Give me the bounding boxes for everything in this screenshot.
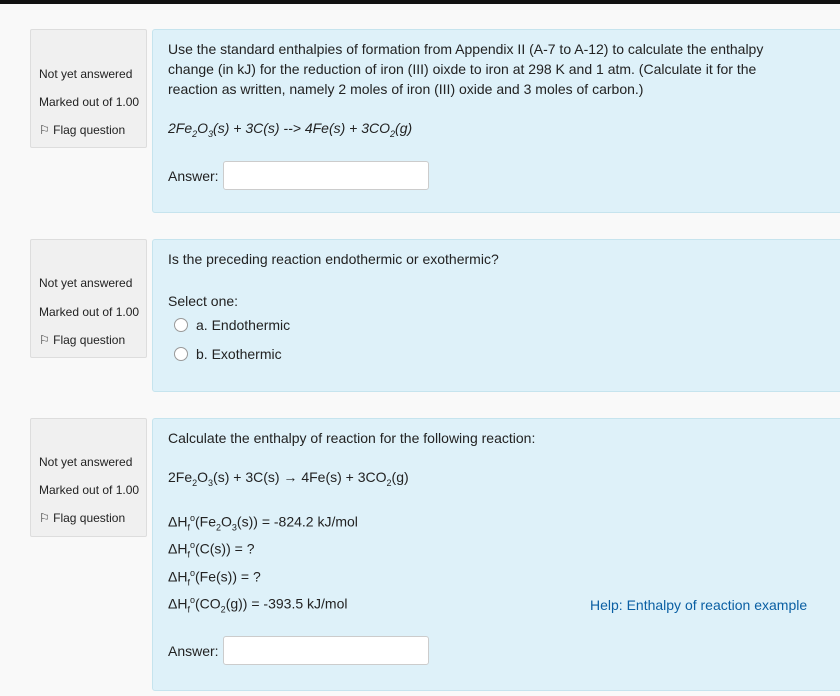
flag-icon: ⚐ [39, 123, 50, 137]
select-one-label: Select one: [168, 293, 239, 309]
dh-co2: $\Delta H_f^o(CO_2(g)) = -393.5$ kJ/mol [168, 595, 348, 615]
option-endothermic[interactable]: a. Endothermic [174, 317, 290, 333]
dh-fe: $\Delta H_f^o(Fe(s))$ = ? [168, 567, 261, 588]
question-state: Not yet answered [39, 67, 133, 81]
dh-fe2o3: $\Delta H_f^o(Fe_2O_3(s)) = -824.2$ kJ/mol [168, 513, 358, 533]
question-info-3 [30, 418, 147, 537]
reaction-equation: $2Fe_2O_3(s) + 3C(s) \to 4Fe(s) + 3CO_2(g)$ [168, 469, 409, 488]
question-info-1 [30, 29, 147, 148]
flag-question-link[interactable]: ⚐ Flag question [39, 123, 126, 137]
question-content-3 [152, 418, 840, 691]
option-exothermic[interactable]: b. Exothermic [174, 346, 282, 362]
question-content-1 [152, 29, 840, 213]
question-text: Use the standard enthalpies of formation from Appendix II (A-7 to A-12) to calculate the enthalpy change (in kJ) for the reduction of iron (III) oixde to iron at 298 K and 1 atm. (Calculate it for the reaction as written, namely 2 moles of iron (III) oxide and 3 moles of carbon.) [168, 41, 764, 97]
flag-icon: ⚐ [39, 333, 50, 347]
answer-label: Answer: [168, 643, 219, 659]
question-state: Not yet answered [39, 276, 133, 290]
answer-label: Answer: [168, 168, 219, 184]
radio-button[interactable] [174, 347, 188, 361]
answer-input[interactable] [223, 636, 429, 665]
question-info-2 [30, 239, 147, 358]
enthalpy-data [168, 509, 358, 619]
help-link[interactable]: Help: Enthalpy of reaction example [590, 597, 808, 613]
reaction-equation: $2Fe_2O_3(s) + 3C(s)$ --> $4Fe(s) + 3CO_2(g)$ [168, 120, 413, 139]
flag-question-link[interactable]: ⚐ Flag question [39, 333, 126, 347]
radio-button[interactable] [174, 318, 188, 332]
question-text: Is the preceding reaction endothermic or exothermic? [168, 251, 499, 267]
question-state: Not yet answered [39, 455, 133, 469]
dh-c: $\Delta H_f^o(C(s))$ = ? [168, 540, 255, 560]
flag-icon: ⚐ [39, 511, 50, 525]
question-content-2 [152, 239, 840, 392]
question-marks: Marked out of 1.00 [39, 305, 140, 319]
question-text: Calculate the enthalpy of reaction for the following reaction: [168, 430, 536, 446]
answer-input[interactable] [223, 161, 429, 190]
question-marks: Marked out of 1.00 [39, 95, 140, 109]
flag-question-link[interactable]: ⚐ Flag question [39, 511, 126, 525]
question-marks: Marked out of 1.00 [39, 483, 140, 497]
top-bar [0, 0, 840, 4]
